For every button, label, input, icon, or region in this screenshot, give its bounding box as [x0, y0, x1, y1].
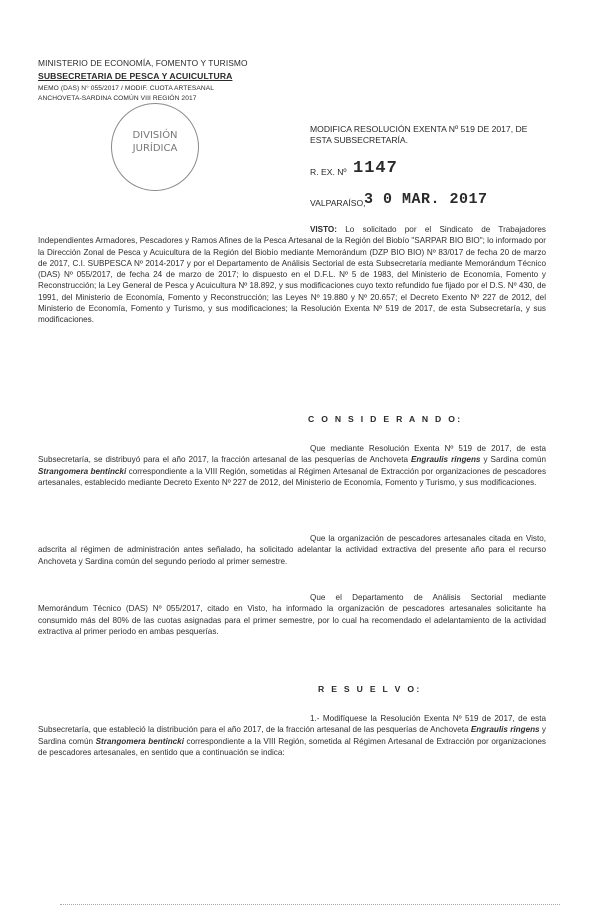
subsecretaria-name: SUBSECRETARIA DE PESCA Y ACUICULTURA — [38, 71, 233, 81]
subject-line-1: MODIFICA RESOLUCIÓN EXENTA Nº 519 DE 2017, DE — [310, 124, 528, 134]
resuelvo-p1-text-a: Modifíquese la Resolución Exenta Nº 519 de 2017, de esta Subsecretaría, que estableció la distribución para el año 2017, de la fracción artesanal de las pesquerías de Anchoveta — [38, 714, 546, 735]
page-bottom-divider — [60, 904, 560, 906]
resuelvo-heading: R E S U E L V O: — [318, 684, 422, 694]
considerando-p1-text-b: y Sardina común — [480, 455, 546, 465]
species-anchoveta: Engraulis ringens — [411, 455, 481, 465]
stamp-line-2: JURÍDICA — [132, 143, 178, 154]
division-juridica-stamp — [111, 103, 199, 191]
rex-number: 1147 — [353, 159, 398, 178]
species-sardina: Strangomera bentincki — [38, 466, 127, 476]
visto-paragraph — [38, 224, 546, 326]
visto-label: VISTO: — [310, 225, 337, 234]
considerando-paragraph-1 — [38, 443, 546, 488]
resuelvo-paragraph-1 — [38, 713, 546, 758]
visto-text: Lo solicitado por el Sindicato de Trabajadores Independientes Armadores, Pescadores y Ramos Afines de la Pesca Artesanal de la Región del Biobío "SARPAR BIO BIO"; lo informado por la Dirección Zonal de Pesca y Acuicultura de la Región del Biobío mediante Memorándum (DZP BIO BIO) Nº 83/017 de fecha 20 de marzo de 2017, C.I. SUBPESCA Nº 2014-2017 y por el Departamento de Análisis Sectorial de esta Subsecretaría mediante Memorándum Técnico (DAS) Nº 055/2017, de fecha 24 de marzo de 2017; lo dispuesto en el D.F.L. Nº 5 de 1983, del Ministerio de Economía, Fomento y Reconstrucción; la Ley General de Pesca y Acuicultura Nº 18.892, y sus modificaciones cuyo texto refundido fue fijado por el D.S. Nº 430, de 1991, del Ministerio de Economía, Fomento y Reconstrucción; las Leyes Nº 19.880 y Nº 20.657; el Decreto Exento Nº 227 de 2012, del Ministerio de Economía, Fomento y Turismo, y sus modificaciones; la Resolución Exenta Nº 519 de 2017, de esta Subsecretaría, y sus modificaciones. — [38, 225, 546, 325]
ministry-name: MINISTERIO DE ECONOMÍA, FOMENTO Y TURISMO — [38, 58, 248, 68]
considerando-paragraph-3: Que el Departamento de Análisis Sectorial mediante Memorándum Técnico (DAS) Nº 055/2017, citado en Visto, ha informado la organización de pescadores artesanales solicitante ha consumido más del 80% de las cuotas asignadas para el primer semestre, por lo cual ha recomendado el adelantamiento de la actividad extractiva al primer periodo en ambas pesquerías. — [38, 593, 546, 636]
memo-reference: MEMO (DAS) N° 055/2017 / MODIF. CUOTA ARTESANAL — [38, 85, 215, 92]
resuelvo-item-number: 1.- — [310, 714, 320, 723]
rex-label: R. EX. Nº — [310, 167, 347, 177]
resuelvo-p1-text-b: y Sardina común — [38, 725, 546, 746]
resuelvo-p1-text-c: correspondiente a la VIII Región, sometida al Régimen Artesanal de Extracción por organizaciones de pescadores artesanales, en sentido que a continuación se indica: — [38, 736, 546, 757]
fishery-reference: ANCHOVETA-SARDINA COMÚN VIII REGIÓN 2017 — [38, 95, 197, 102]
considerando-p1-text-a: Que mediante Resolución Exenta Nº 519 de 2017, de esta Subsecretaría, se distribuyó para el año 2017, la fracción artesanal de las pesquerías de Anchoveta — [38, 444, 546, 465]
species-sardina: Strangomera bentincki — [95, 736, 184, 746]
considerando-paragraph-2: Que la organización de pescadores artesanales citada en Visto, adscrita al régimen de administración antes señalado, ha solicitado adelantar la actividad extractiva del presente año para el recurso Anchoveta y Sardina común del segundo periodo al primer semestre. — [38, 534, 546, 566]
subject-line-2: ESTA SUBSECRETARÍA. — [310, 135, 409, 145]
place-label: VALPARAÍSO, — [310, 198, 366, 208]
stamp-line-1: DIVISIÓN — [132, 130, 178, 141]
considerando-heading: C O N S I D E R A N D O: — [308, 414, 463, 424]
resolution-date: 3 0 MAR. 2017 — [364, 191, 488, 208]
species-anchoveta: Engraulis ringens — [470, 725, 540, 735]
considerando-p1-text-c: correspondiente a la VIII Región, sometidas al Régimen Artesanal de Extracción por organizaciones de pescadores artesanales, establecido mediante Decreto Exento Nº 227 de 2012, del Ministerio de Economía, Fomento y Turismo, y sus modificaciones. — [38, 466, 547, 487]
